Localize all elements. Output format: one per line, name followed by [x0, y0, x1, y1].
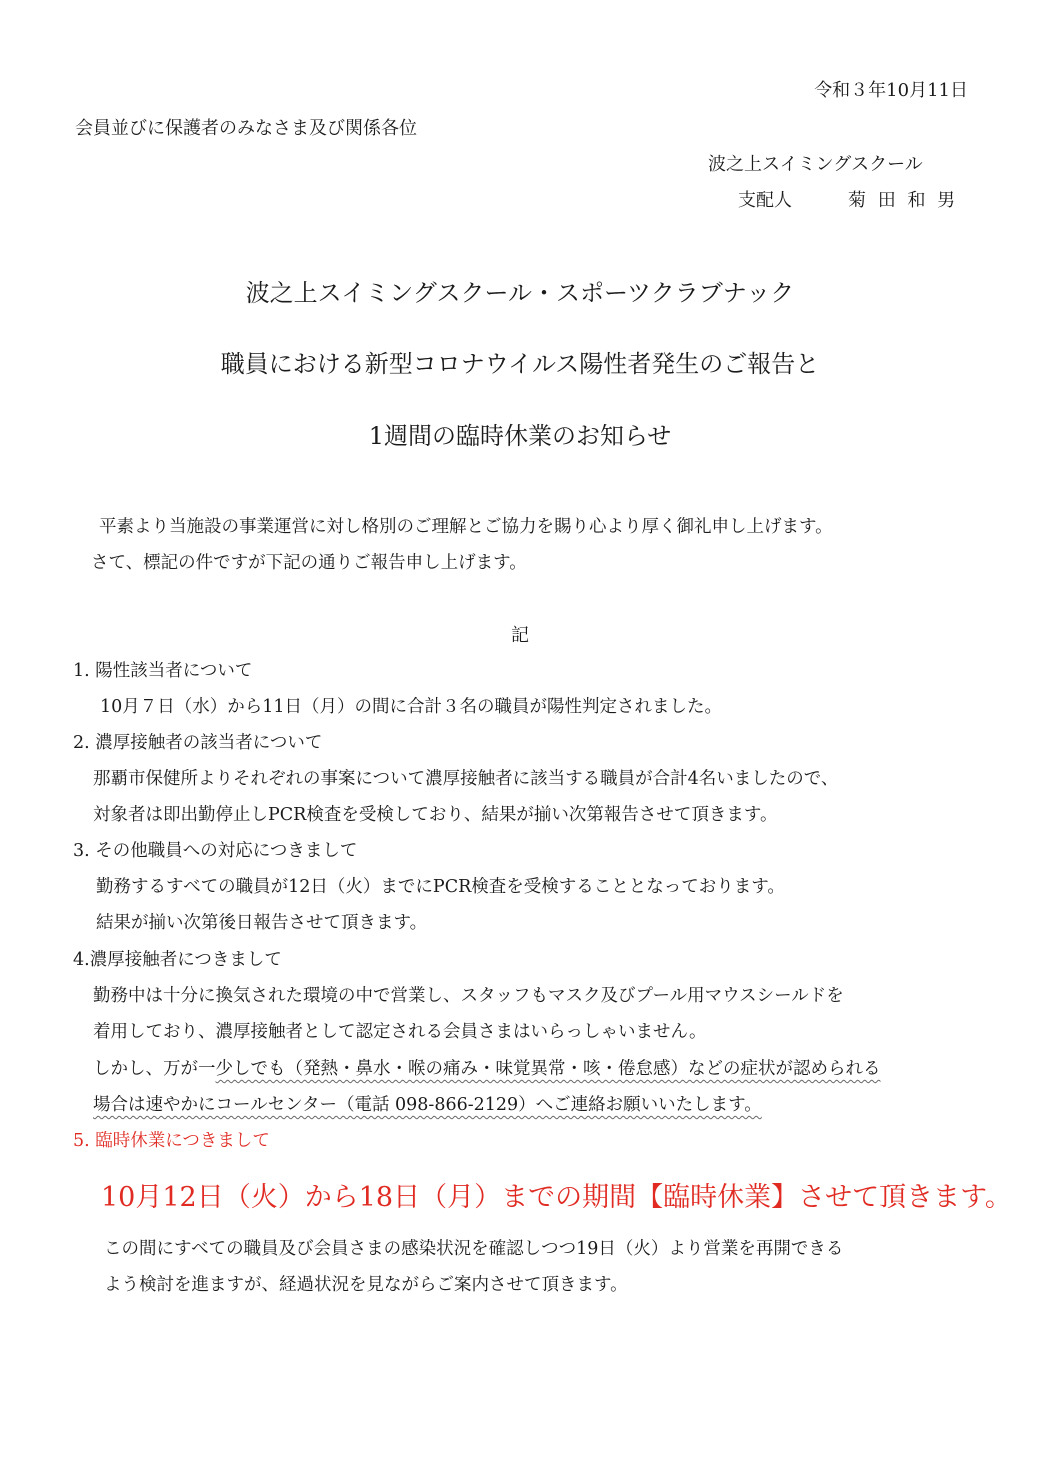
sender-organization: 波之上スイミングスクール	[708, 154, 923, 175]
section-2-body-2: 対象者は即出勤停止しPCR検査を受検しており、結果が揃い次第報告させて頂きます。	[93, 805, 778, 825]
section-5-body-2: よう検討を進ますが、経過状況を見ながらご案内させて頂きます。	[104, 1275, 628, 1295]
section-1-heading: 1. 陽性該当者について	[73, 661, 253, 681]
section-4-body-3-plain: しかし、万が一	[93, 1059, 216, 1079]
section-2-heading: 2. 濃厚接触者の該当者について	[73, 733, 323, 753]
title-line-1: 波之上スイミングスクール・スポーツクラブナック	[245, 279, 795, 307]
intro-line-1: 平素より当施設の事業運営に対し格別のご理解とご協力を賜り心より厚く御礼申し上げます。	[99, 517, 833, 537]
document-date: 令和３年10月11日	[814, 80, 968, 101]
section-4-body-4: 場合は速やかにコールセンター（電話 098-866-2129）へご連絡お願いいたします。	[93, 1095, 762, 1115]
ki-marker: 記	[511, 625, 529, 646]
addressee: 会員並びに保護者のみなさま及び関係各位	[75, 118, 417, 139]
sender-title: 支配人	[738, 190, 792, 211]
section-4-body-3	[93, 1061, 881, 1079]
section-4-body-1: 勤務中は十分に換気された環境の中で営業し、スタッフもマスク及びプール用マウスシールドを	[93, 986, 844, 1006]
section-1-body-1: 10月７日（水）から11日（月）の間に合計３名の職員が陽性判定されました。	[100, 697, 723, 717]
section-3-body-2: 結果が揃い次第後日報告させて頂きます。	[96, 913, 428, 933]
section-3-heading: 3. その他職員への対応につきまして	[73, 841, 358, 861]
section-4-heading: 4.濃厚接触者につきまして	[73, 950, 282, 970]
section-3-body-1: 勤務するすべての職員が12日（火）までにPCR検査を受検することとなっております。	[96, 877, 785, 897]
title-line-2: 職員における新型コロナウイルス陽性者発生のご報告と	[220, 350, 820, 378]
section-2-body-1: 那覇市保健所よりそれぞれの事案について濃厚接触者に該当する職員が合計4名いましたので、	[93, 769, 839, 789]
section-4-body-3-underlined: 少しでも（発熱・鼻水・喉の痛み・味覚異常・咳・倦怠感）などの症状が認められる	[215, 1059, 881, 1079]
section-5-heading: 5. 臨時休業につきまして	[73, 1131, 270, 1151]
title-line-3: 1週間の臨時休業のお知らせ	[368, 422, 672, 450]
sender-name: 菊 田 和 男	[848, 190, 959, 211]
section-5-highlight: 10月12日（火）から18日（月）までの期間【臨時休業】させて頂きます。	[101, 1182, 1012, 1213]
section-5-body-1: この間にすべての職員及び会員さまの感染状況を確認しつつ19日（火）より営業を再開できる	[104, 1239, 844, 1259]
section-4-body-2: 着用しており、濃厚接触者として認定される会員さまはいらっしゃいません。	[93, 1022, 707, 1042]
intro-line-2: さて、標記の件ですが下記の通りご報告申し上げます。	[91, 553, 527, 573]
